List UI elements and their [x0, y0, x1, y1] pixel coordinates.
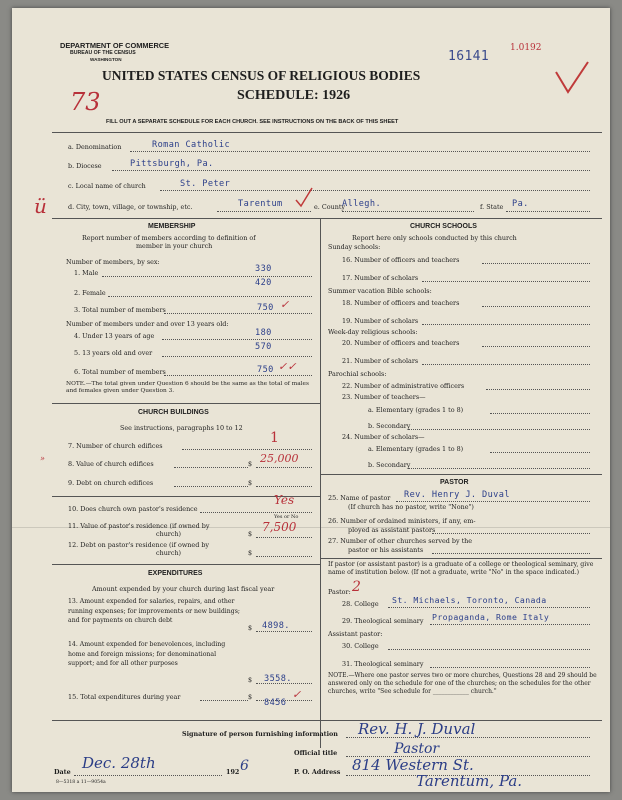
q27-label: 27. Number of other churches served by the [328, 537, 473, 545]
q23-label: 23. Number of teachers— [342, 393, 426, 401]
q25-value[interactable]: Rev. Henry J. Duval [404, 490, 510, 500]
q4-label: 4. Under 13 years of age [74, 332, 155, 340]
red-double-tick: ✓✓ [278, 360, 297, 373]
county-value[interactable]: Allegh. [342, 199, 382, 209]
q6-value[interactable]: 750 [257, 365, 274, 375]
q31-label: 31. Theological seminary [342, 660, 424, 668]
q6-label: 6. Total number of members [74, 368, 166, 376]
q17-label: 17. Number of scholars [342, 274, 419, 282]
year-value[interactable]: 6 [240, 758, 249, 774]
q8-value[interactable]: 25,000 [260, 452, 299, 465]
year-prefix: 192 [226, 768, 240, 776]
dollar-sign: $ [248, 549, 253, 557]
pastor-note: NOTE.—Where one pastor serves two or more churches, Questions 28 and 29 should be answered only on the schedule for one of the churches; on the schedules for the other churches, write "See schedule for ____________ church." [328, 672, 597, 695]
q9-label: 9. Debt on church edifices [68, 479, 154, 487]
q4-value[interactable]: 180 [255, 328, 272, 338]
q3-label: 3. Total number of members [74, 306, 166, 314]
membership-intro: Report number of members according to definition of [82, 234, 256, 242]
red-check-mark [294, 186, 314, 208]
q28-value[interactable]: St. Michaels, Toronto, Canada [392, 595, 547, 605]
buildings-heading: CHURCH BUILDINGS [138, 409, 209, 416]
q24a-label: a. Elementary (grades 1 to 8) [368, 445, 464, 453]
dollar-sign: $ [248, 693, 253, 701]
red-margin-mark: » [40, 454, 45, 463]
membership-intro-2: member in your church [136, 242, 213, 250]
schools-heading: CHURCH SCHOOLS [410, 223, 477, 230]
city-value[interactable]: Tarentum [238, 199, 283, 209]
q11-label-2: church) [156, 530, 182, 538]
q12-label-2: church) [156, 549, 182, 557]
q11-value[interactable]: 7,500 [262, 520, 297, 534]
q30-label: 30. College [342, 642, 379, 650]
date-value[interactable]: Dec. 28th [82, 754, 156, 772]
weekday-label: Week-day religious schools: [328, 328, 418, 336]
q25-sub: (If church has no pastor, write "None") [348, 503, 474, 511]
q21-label: 21. Number of scholars [342, 357, 419, 365]
membership-note: NOTE.—The total given under Question 6 should be the same as the total of males and females given under Question 3. [66, 381, 309, 394]
q10-hint: Yes or No [274, 514, 299, 520]
denomination-label: a. Denomination [68, 143, 122, 151]
denomination-value[interactable]: Roman Catholic [152, 140, 231, 150]
dollar-sign: $ [248, 479, 253, 487]
q8-label: 8. Value of church edifices [68, 460, 154, 468]
q20-label: 20. Number of officers and teachers [342, 339, 460, 347]
q10-value[interactable]: Yes [274, 493, 295, 507]
parochial-label: Parochial schools: [328, 370, 387, 378]
q2-value[interactable]: 420 [255, 278, 272, 288]
q26-label-2: ployed as assistant pastors [348, 526, 436, 534]
q26-label: 26. Number of ordained ministers, if any, em- [328, 517, 476, 525]
serial-number: 16141 [448, 49, 490, 64]
county-label: e. County [314, 203, 345, 211]
q24b-label: b. Secondary [368, 461, 411, 469]
signature-label: Signature of person furnishing information [182, 730, 338, 738]
church-name-label: c. Local name of church [68, 182, 146, 190]
red-mark-2: 2 [352, 579, 361, 595]
q1-value[interactable]: 330 [255, 264, 272, 274]
dollar-sign: $ [248, 624, 253, 632]
q10-label: 10. Does church own pastor's residence [68, 505, 198, 513]
q18-label: 18. Number of officers and teachers [342, 299, 460, 307]
q14-value[interactable]: 3558. [264, 674, 292, 684]
print-code: 8—5318 a 11—9054a [56, 780, 106, 785]
church-name-value[interactable]: St. Peter [180, 179, 231, 189]
column-divider [320, 218, 321, 748]
q24-label: 24. Number of scholars— [342, 433, 425, 441]
q19-label: 19. Number of scholars [342, 317, 419, 325]
signature-value[interactable]: Rev. H. J. Duval [358, 720, 476, 738]
pastor-heading: PASTOR [440, 479, 469, 486]
q16-label: 16. Number of officers and teachers [342, 256, 460, 264]
q14-label: 14. Amount expended for benevolences, including home and foreign missions; for denominational support; and for all other purposes [68, 641, 226, 667]
diocese-label: b. Diocese [68, 162, 102, 170]
assistant-label: Assistant pastor: [328, 630, 383, 638]
state-value[interactable]: Pa. [512, 199, 529, 209]
q3-value[interactable]: 750 [257, 303, 274, 313]
state-label: f. State [480, 203, 504, 211]
po-address-label: P. O. Address [294, 768, 341, 776]
city-label: d. City, town, village, or township, etc. [68, 203, 193, 211]
q23a-label: a. Elementary (grades 1 to 8) [368, 406, 464, 414]
q5-value[interactable]: 570 [255, 342, 272, 352]
by-sex-label: Number of members, by sex: [66, 258, 160, 266]
q22-label: 22. Number of administrative officers [342, 382, 465, 390]
q28-label: 28. College [342, 600, 379, 608]
q13-label: 13. Amount expended for salaries, repairs, and other running expenses; for improvements or new buildings; and for payments on church debt [68, 598, 240, 624]
q27-label-2: pastor or his assistants [348, 546, 424, 554]
q23b-label: b. Secondary [368, 422, 411, 430]
dollar-sign: $ [248, 460, 253, 468]
dollar-sign: $ [248, 676, 253, 684]
graduate-note: If pastor (or assistant pastor) is a graduate of a college or theological seminary, give name of institution below. (If not a graduate, write "No" in the space indicated.) [328, 561, 594, 577]
dollar-sign: $ [248, 530, 253, 538]
expenditures-heading: EXPENDITURES [148, 570, 203, 577]
department-text: DEPARTMENT OF COMMERCE [60, 41, 170, 50]
form-instruction: FILL OUT A SEPARATE SCHEDULE FOR EACH CHURCH. SEE INSTRUCTIONS ON THE BACK OF THIS SHEET [106, 119, 399, 125]
city-text: WASHINGTON [90, 57, 122, 62]
red-tick: ✓ [292, 688, 302, 701]
official-title-value[interactable]: Pastor [394, 741, 440, 757]
q25-label: 25. Name of pastor [328, 494, 391, 502]
q15-value[interactable]: 8456 [264, 698, 287, 708]
q5-label: 5. 13 years old and over [74, 349, 153, 357]
pastor-label: Pastor: [328, 588, 351, 596]
q15-label: 15. Total expenditures during year [68, 693, 181, 701]
q12-label: 12. Debt on pastor's residence (if owned by [68, 541, 210, 549]
buildings-sub: See instructions, paragraphs 10 to 12 [120, 424, 243, 432]
date-stamp: 1.0192 [510, 43, 542, 53]
q11-label: 11. Value of pastor's residence (if owned by [68, 522, 210, 530]
census-schedule-sheet [12, 8, 610, 792]
q7-value[interactable]: 1 [270, 430, 279, 446]
schedule-title: SCHEDULE: 1926 [237, 88, 351, 103]
age-intro-label: Number of members under and over 13 years old: [66, 320, 229, 328]
po-address-value-2[interactable]: Tarentum, Pa. [416, 772, 523, 790]
handwritten-73: 73 [70, 88, 101, 116]
expenditures-sub: Amount expended by your church during last fiscal year [92, 585, 275, 593]
sunday-label: Sunday schools: [328, 243, 381, 251]
form-title: UNITED STATES CENSUS OF RELIGIOUS BODIES [102, 68, 421, 83]
diocese-value[interactable]: Pittsburgh, Pa. [130, 159, 214, 169]
summer-label: Summer vacation Bible schools: [328, 287, 432, 295]
q29-value[interactable]: Propaganda, Rome Italy [432, 612, 550, 622]
membership-heading: MEMBERSHIP [148, 223, 196, 230]
q29-label: 29. Theological seminary [342, 617, 424, 625]
q7-label: 7. Number of church edifices [68, 442, 163, 450]
q1-label: 1. Male [74, 269, 99, 277]
red-tick: ✓ [280, 298, 290, 311]
handwritten-red-mark: ü [34, 194, 47, 218]
bureau-text: BUREAU OF THE CENSUS [70, 50, 136, 56]
red-check-mark [552, 58, 592, 98]
schools-intro: Report here only schools conducted by this church [352, 234, 517, 242]
q13-value[interactable]: 4898. [262, 621, 290, 631]
official-title-label: Official title [294, 749, 338, 757]
date-label: Date [54, 768, 71, 776]
po-address-value[interactable]: 814 Western St. [352, 756, 474, 774]
q2-label: 2. Female [74, 289, 106, 297]
